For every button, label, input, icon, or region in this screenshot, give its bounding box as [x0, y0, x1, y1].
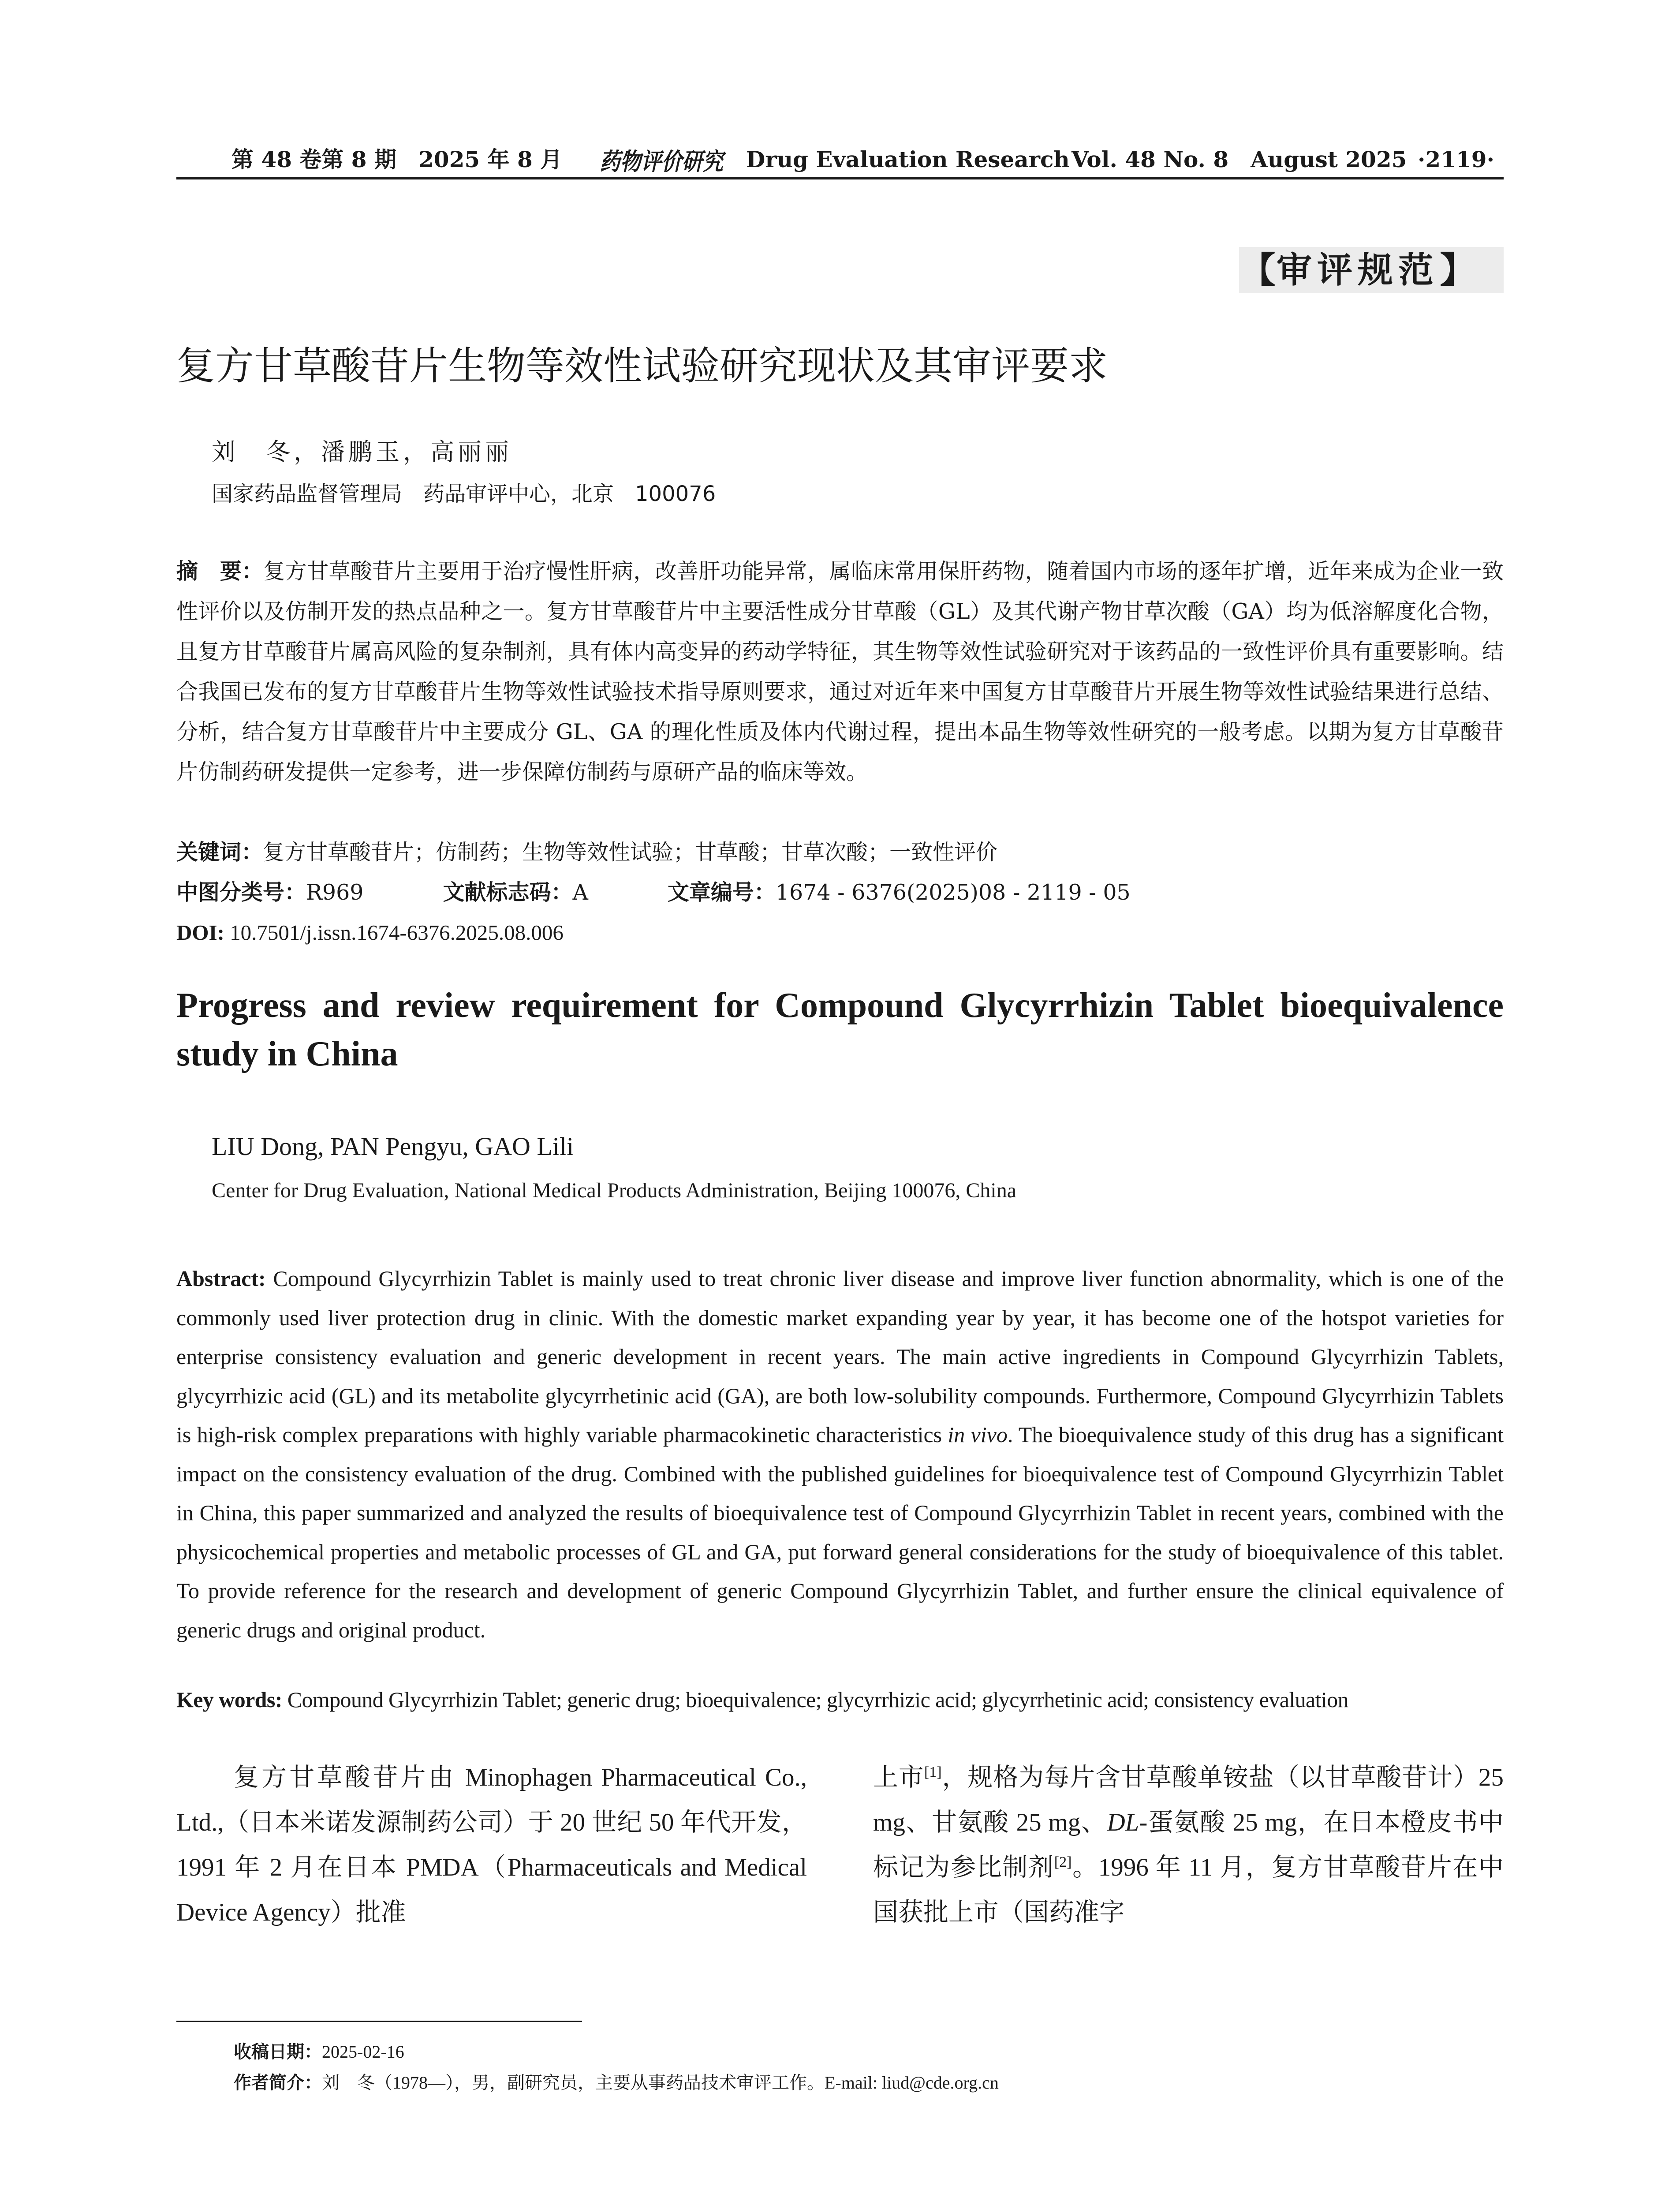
- received-date: 2025-02-16: [322, 2042, 404, 2062]
- received-label: 收稿日期：: [234, 2042, 322, 2062]
- abstract-zh-text: 复方甘草酸苷片主要用于治疗慢性肝病，改善肝功能异常，属临床常用保肝药物，随着国内市场的逐年扩增，近年来成为企业一致性评价以及仿制开发的热点品种之一。复方甘草酸苷片中主要活性成分甘草酸（GL）及其代谢产物甘草次酸（GA）均为低溶解度化合物，且复方甘草酸苷片属高风险的复杂制剂，具有体内高变异的药动学特征，其生物等效性试验研究对于该药品的一致性评价具有重要影响。结合我国已发布的复方甘草酸苷片生物等效性试验技术指导原则要求，通过对近年来中国复方甘草酸苷片开展生物等效性试验结果进行总结、分析，结合复方甘草酸苷片中主要成分 GL、GA 的理化性质及体内代谢过程，提出本品生物等效性研究的一般考虑。以期为复方甘草酸苷片仿制药研发提供一定参考，进一步保障仿制药与原研产品的临床等效。: [176, 559, 1504, 785]
- doc-code-value: A: [572, 880, 588, 905]
- authors-en: LIU Dong, PAN Pengyu, GAO Lili: [212, 1132, 574, 1161]
- abstract-zh-label: 摘 要：: [176, 559, 264, 584]
- title-en: Progress and review requirement for Compound Glycyrrhizin Tablet bioequivalence study in China: [176, 986, 1504, 1073]
- issue-info-en: Vol. 48 No. 8 August 2025: [1071, 146, 1407, 172]
- section-tag-close: 】: [1440, 249, 1475, 291]
- body-column-left: 复方甘草酸苷片由 Minophagen Pharmaceutical Co., Ltd.,（日本米诺发源制药公司）于 20 世纪 50 年代开发，1991 年 2 月在日本 PMDA（Pharmaceuticals and Medical Device Agency）批准: [176, 1764, 807, 1926]
- article-no-label: 文章编号：: [667, 880, 776, 905]
- body-right-text-a: 上市: [873, 1764, 924, 1791]
- affiliation-en: Center for Drug Evaluation, National Medical Products Administration, Beijing 100076, China: [212, 1179, 1017, 1202]
- abstract-en-label: Abstract:: [176, 1266, 266, 1291]
- doc-code-label: 文献标志码：: [443, 880, 573, 905]
- body-right-italic: DL: [1107, 1809, 1139, 1836]
- affiliation-zh: 国家药品监督管理局 药品审评中心，北京 100076: [212, 482, 716, 506]
- section-tag-label: 审评规范: [1277, 249, 1439, 291]
- keywords-zh-label: 关键词：: [176, 840, 263, 865]
- footnote-received: [234, 2037, 404, 2067]
- body-right-text-b: ，规格为每片含甘草酸单铵盐（以甘草酸苷计）25 mg、甘氨酸 25 mg、: [873, 1764, 1504, 1836]
- clc-label: 中图分类号：: [176, 880, 306, 905]
- keywords-en-text: Compound Glycyrrhizin Tablet; generic drug; bioequivalence; glycyrrhizic acid; glycyrrhetinic acid; consistency evaluation: [287, 1687, 1348, 1712]
- footnote-rule: [176, 2021, 582, 2022]
- abstract-zh: [176, 551, 1504, 792]
- section-tag: [1239, 247, 1504, 293]
- doi-value: 10.7501/j.issn.1674-6376.2025.08.006: [230, 920, 564, 945]
- abstract-en-text-1: Compound Glycyrrhizin Tablet is mainly used to treat chronic liver disease and improve liver function abnormality, which is one of the commonly used liver protection drug in clinic. With the domestic market expanding year by year, it has become one of the hotspot varieties for enterprise consistency evaluation and generic development in recent years. The main active ingredients in Compound Glycyrrhizin Tablets, glycyrrhizic acid (GL) and its metabolite glycyrrhetinic acid (GA), are both low-solubility compounds. Furthermore, Compound Glycyrrhizin Tablets is high-risk complex preparations with highly variable pharmacokinetic characteristics: [176, 1266, 1504, 1447]
- title-zh: 复方甘草酸苷片生物等效性试验研究现状及其审评要求: [176, 343, 1108, 389]
- page-number: ·2119·: [1418, 146, 1494, 172]
- author-bio-label: 作者简介：: [234, 2073, 322, 2093]
- svg-text:药物评价研究: 药物评价研究: [600, 147, 727, 176]
- keywords-en-label: Key words:: [176, 1687, 282, 1712]
- journal-logo: [600, 146, 725, 176]
- doi-line: [176, 912, 564, 953]
- abstract-en: [176, 1259, 1504, 1649]
- keywords-zh-text: 复方甘草酸苷片；仿制药；生物等效性试验；甘草酸；甘草次酸；一致性评价: [263, 840, 998, 865]
- issue-info-zh: 第 48 卷第 8 期 2025 年 8 月: [231, 146, 563, 172]
- body-right-text-d: 。1996 年 11 月，复方甘草酸苷片在中国获批上市（国药准字: [873, 1854, 1504, 1926]
- journal-name-en: Drug Evaluation Research: [746, 146, 1070, 172]
- classification-line: [176, 872, 1131, 912]
- abstract-en-italic: in vivo: [948, 1422, 1008, 1447]
- keywords-zh: [176, 832, 997, 872]
- author-bio: 刘 冬（1978—），男，副研究员，主要从事药品技术审评工作。E-mail: liud@cde.org.cn: [322, 2073, 999, 2093]
- footnote-author: [234, 2067, 999, 2098]
- abstract-en-text-2: . The bioequivalence study of this drug has a significant impact on the consistency evaluation of the drug. Combined with the published guidelines for bioequivalence test of Compound Glycyrrhizin Tablet in China, this paper summarized and analyzed the results of bioequivalence test of Compound Glycyrrhizin Tablet in recent years, combined with the physicochemical properties and metabolic processes of GL and GA, put forward general considerations for the study of bioequivalence of this tablet. To provide reference for the research and development of generic Compound Glycyrrhizin Tablet, and further ensure the clinical equivalence of generic drugs and original product.: [176, 1422, 1504, 1642]
- section-tag-open: 【: [1240, 249, 1276, 291]
- keywords-en: [176, 1680, 1521, 1719]
- doi-label: DOI:: [176, 920, 224, 945]
- body-column-right: [873, 1755, 1504, 1935]
- citation-2[interactable]: [2]: [1054, 1854, 1072, 1870]
- body-right-text-c: -蛋氨酸 25 mg，在日本橙皮书中标记为参比制剂: [873, 1809, 1504, 1881]
- citation-1[interactable]: [1]: [924, 1764, 942, 1780]
- clc-value: R969: [306, 880, 364, 905]
- authors-zh: 刘 冬，潘鹏玉，高丽丽: [212, 438, 512, 466]
- header-rule: [176, 177, 1504, 179]
- article-no-value: 1674 - 6376(2025)08 - 2119 - 05: [775, 880, 1131, 905]
